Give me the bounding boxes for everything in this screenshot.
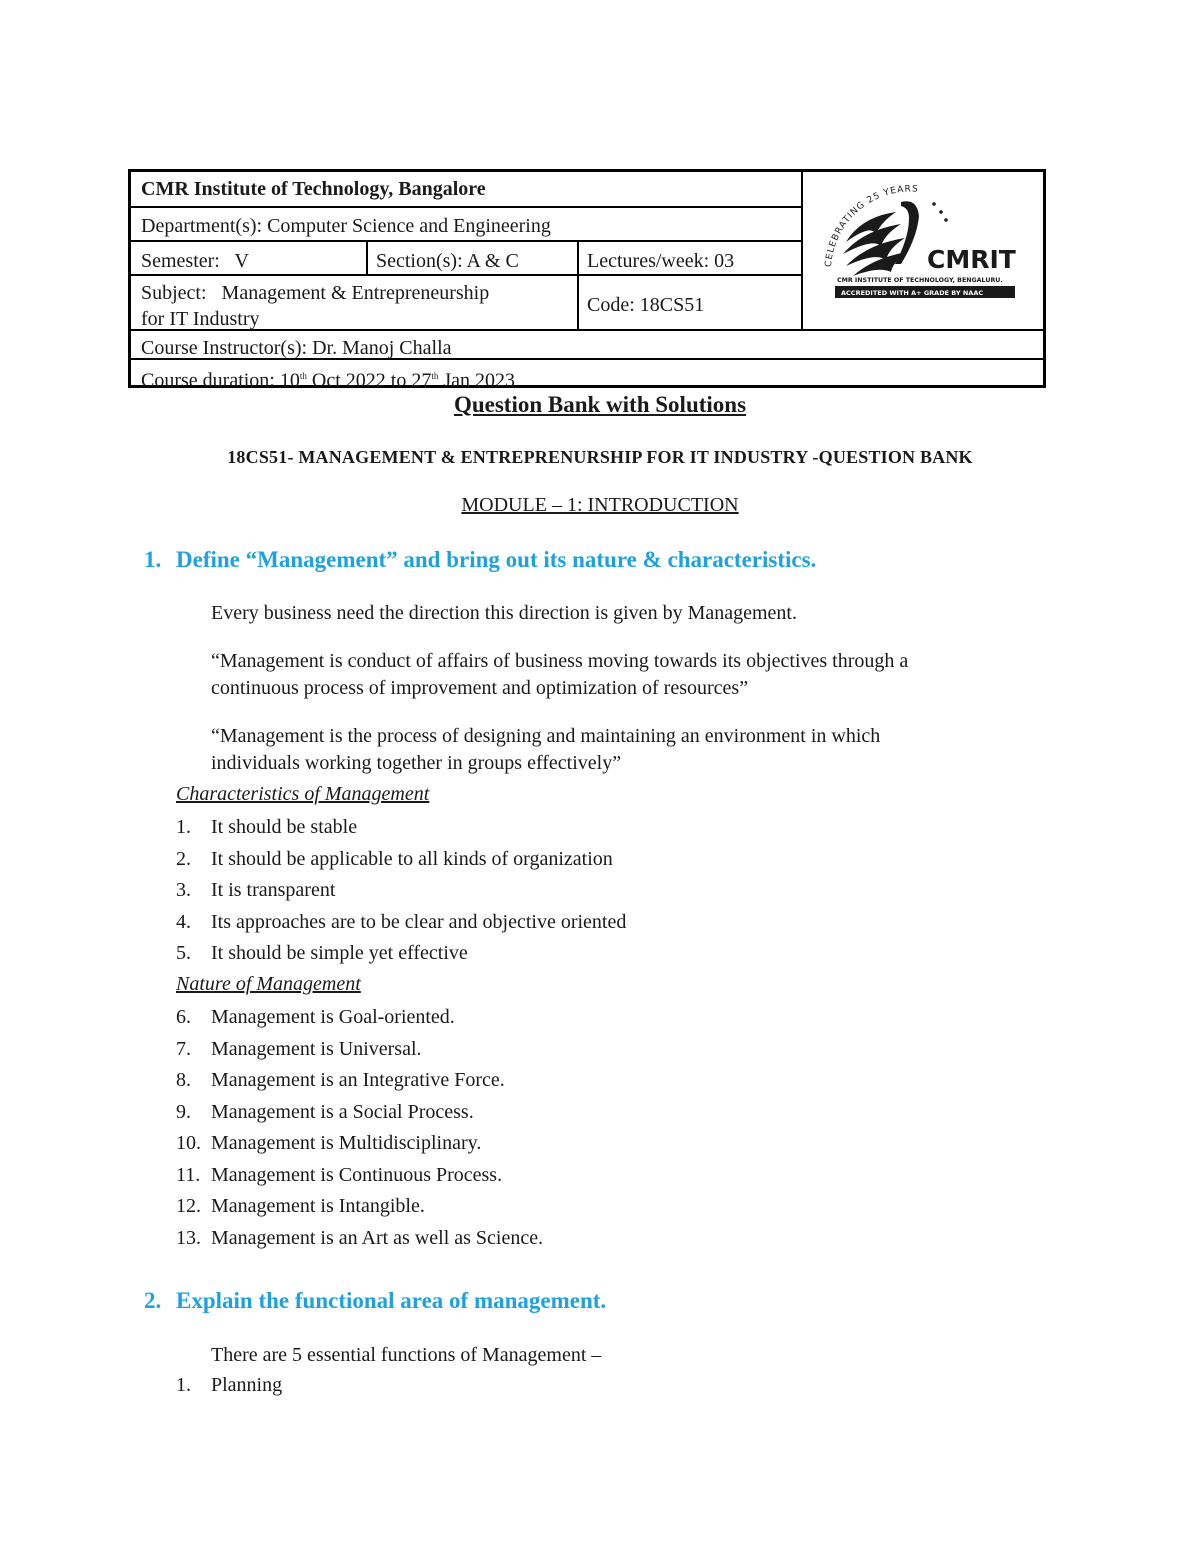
list-item-text: It should be simple yet effective	[211, 942, 468, 964]
list-item-text: It should be stable	[211, 816, 358, 838]
list-item-text: Management is Intangible.	[211, 1195, 425, 1217]
list-item	[176, 1065, 543, 1097]
institute-name: CMR Institute of Technology, Bangalore	[141, 178, 486, 200]
list-item	[176, 1223, 543, 1255]
list-item	[176, 1097, 543, 1129]
list-item-number: 4.	[176, 910, 191, 933]
q2-paragraph-1: There are 5 essential functions of Management –	[211, 1344, 602, 1366]
list-item-number: 12.	[176, 1195, 201, 1217]
list-item-number: 3.	[176, 879, 191, 901]
list-item-number: 10.	[176, 1132, 201, 1154]
list-item-number: 7.	[176, 1037, 191, 1060]
list-item	[176, 875, 626, 907]
list-item-text: Planning	[211, 1374, 283, 1396]
list-item	[176, 907, 626, 939]
q1-paragraph-1: Every business need the direction this direction is given by Management.	[211, 602, 797, 624]
list-item-text: Its approaches are to be clear and objective oriented	[211, 910, 627, 933]
list-item-text: Management is an Art as well as Science.	[211, 1226, 544, 1249]
logo-arc-text: CELEBRATING 25 YEARS	[823, 184, 919, 268]
list-item	[176, 1370, 282, 1402]
course-instructor: Course Instructor(s): Dr. Manoj Challa	[141, 337, 452, 359]
nature-heading: Nature of Management	[176, 973, 361, 995]
characteristics-list	[176, 812, 626, 970]
module-heading: MODULE – 1: INTRODUCTION	[461, 494, 739, 516]
section: Section(s): A & C	[376, 250, 519, 272]
q1-paragraph-3: “Management is the process of designing and maintaining an environment in which individuals working together in groups effectively”	[211, 725, 881, 774]
course-code: Code: 18CS51	[587, 294, 705, 316]
list-item	[176, 1002, 543, 1034]
course-header-table	[128, 169, 1046, 392]
functions-list	[176, 1370, 282, 1402]
list-item-number: 8.	[176, 1069, 191, 1091]
list-item	[176, 938, 626, 970]
logo-brand: CMRIT	[927, 245, 1016, 274]
subtitle: 18CS51- MANAGEMENT & ENTREPRENURSHIP FOR IT INDUSTRY -QUESTION BANK	[227, 447, 973, 467]
list-item-text: Management is Continuous Process.	[211, 1163, 503, 1186]
list-item-number: 1.	[176, 1374, 191, 1396]
list-item-number: 11.	[176, 1163, 201, 1186]
list-item	[176, 1191, 543, 1223]
list-item-text: Management is an Integrative Force.	[211, 1069, 505, 1091]
list-item-text: It should be applicable to all kinds of organization	[211, 847, 613, 870]
logo-ribbon: ACCREDITED WITH A+ GRADE BY NAAC	[841, 289, 984, 297]
list-item	[176, 1160, 543, 1192]
list-item-text: It is transparent	[211, 879, 336, 901]
list-item-number: 5.	[176, 942, 191, 964]
list-item-text: Management is Multidisciplinary.	[211, 1132, 482, 1154]
subject-line-1: Subject: Management & Entrepreneurship	[141, 282, 490, 304]
list-item-number: 9.	[176, 1100, 191, 1123]
question-1-heading: 1. Define “Management” and bring out its nature & characteristics.	[144, 547, 817, 572]
semester: Semester: V	[141, 250, 249, 272]
nature-list	[176, 1002, 543, 1254]
page-title: Question Bank with Solutions	[453, 392, 747, 417]
list-item	[176, 1128, 543, 1160]
list-item-number: 6.	[176, 1006, 191, 1028]
list-item	[176, 1034, 543, 1066]
characteristics-heading: Characteristics of Management	[176, 783, 430, 805]
course-duration: Course duration: 10th Oct 2022 to 27th Jan 2023	[141, 369, 516, 392]
list-item-text: Management is Universal.	[211, 1037, 422, 1060]
list-item-text: Management is Goal-oriented.	[211, 1006, 455, 1028]
list-item	[176, 844, 626, 876]
list-item	[176, 812, 626, 844]
lectures-per-week: Lectures/week: 03	[587, 250, 735, 272]
question-2-heading: 2. Explain the functional area of management.	[144, 1288, 607, 1313]
q1-paragraph-2: “Management is conduct of affairs of business moving towards its objectives through a continuous process of improvement and optimization of resources”	[211, 650, 909, 699]
department: Department(s): Computer Science and Engineering	[141, 215, 551, 237]
list-item-number: 1.	[176, 816, 191, 838]
subject-line-2: for IT Industry	[141, 308, 260, 330]
logo-tagline: CMR INSTITUTE OF TECHNOLOGY, BENGALURU.	[837, 277, 1003, 284]
list-item-number: 13.	[176, 1226, 201, 1249]
list-item-number: 2.	[176, 847, 191, 870]
cmrit-logo	[801, 172, 1046, 332]
list-item-text: Management is a Social Process.	[211, 1100, 474, 1123]
